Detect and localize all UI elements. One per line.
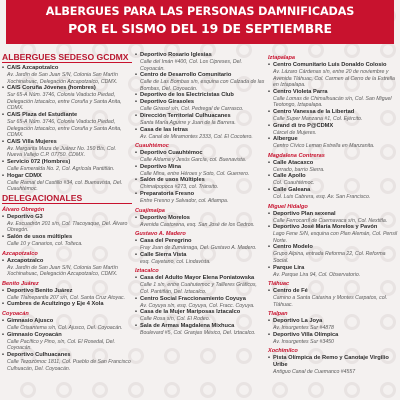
shelter-address: Calle Ferrocarril de Cuernavaca s/n, Col. Nextitla.: [273, 217, 388, 224]
shelter-address: Grupo Alpina, entrada Reforma 22, Col. Reforma Social.: [273, 251, 386, 264]
shelter-name: • Deportivo Culhuacanes: [2, 352, 132, 359]
shelter-name: • Sala de Armas Magdalena Mixhuca: [135, 323, 267, 330]
delegation-heading: Cuajimalpa: [135, 207, 165, 214]
shelter-address: Calle Mina, entre Héroes y Soto, Col. Guerrero.: [140, 170, 250, 177]
shelter-name: • Deportivo Plan sexenal: [268, 211, 398, 218]
shelter-address: Av. Escuadrón 201 s/n, Col. Tlacoyaque, Del. Álvaro Obregón.: [7, 220, 128, 234]
shelter-address: Col. Luis Cabrera, esq. Av. San Francisco.: [273, 193, 371, 200]
shelter-name: • CAIS Azcapotzalco: [2, 65, 132, 72]
shelter-name: • Cumbres de Acultzingo y Eje 4 Xola: [2, 301, 132, 308]
shelter-name: • Deportivo Morelos: [135, 215, 267, 222]
shelter-address: Calle Esmeralda No. 2, Col. Agrícola Pantitlán.: [7, 165, 115, 172]
shelter-address: Calle 10 y Canarios, col. Tolteca.: [7, 240, 83, 247]
shelter-name: • Deportivo de los Electricistas Club: [135, 92, 267, 99]
shelter-name: • Preparatoria Fresno: [135, 191, 267, 198]
column-left: [2, 52, 132, 372]
watermark-ring-icon: [272, 382, 288, 398]
shelter-address: Col. Cuauhtémoc.: [273, 180, 315, 187]
shelter-address: Calle Girasol s/n, Col. Pedregal de Carrasco.: [140, 106, 244, 113]
shelter-name: • Albergue: [268, 136, 398, 143]
shelter-name: • Deportivo Cuauhtémoc: [135, 150, 267, 157]
shelter-name: • Deportivo Mina: [135, 164, 267, 171]
shelter-address: esq. Cayetano, col. Lindavista.: [140, 258, 211, 265]
shelter-name: • Centro de Desarrollo Comunitario: [135, 72, 267, 79]
section-heading: ALBERGUES SEDESO GCDMX: [2, 52, 132, 63]
shelter-name: • Salón de usos múltiples: [2, 234, 132, 241]
delegation-heading: Cuauhtémoc: [135, 143, 169, 150]
shelter-name: • CAIS Coruña Jóvenes (hombres): [2, 85, 132, 92]
column-right: [268, 52, 398, 376]
shelter-address: Antiguo Canal de Cuemanco #4557: [273, 369, 356, 376]
shelter-address: Cerrado, barrio Sierra.: [273, 166, 325, 173]
shelter-name: • Calle Atacaxco: [268, 160, 398, 167]
shelter-name: • Gimnasio Ajusco: [2, 318, 132, 325]
shelter-name: • Calle Apollo: [268, 173, 398, 180]
shelter-address: Av. Canal de Miramontes 2333, Col. El Cocotero.: [140, 133, 253, 140]
shelter-name: • CAIS Villa Mujeres: [2, 139, 132, 146]
shelter-name: • Casa del Adulto Mayor Elena Poniatowska: [135, 275, 267, 282]
shelter-name: • Deportivo Villa Olímpica: [268, 332, 398, 339]
shelter-address: Calle Tlalnepantla 207 s/n, Col. Santa Cruz Atoyac.: [7, 294, 126, 301]
shelter-address: Entre Fresno y Salvador, col. Atlampa.: [140, 197, 229, 204]
column-middle: [135, 52, 267, 336]
watermark-ring-icon: [200, 382, 216, 398]
shelter-name: • Deportivo José María Morelos y Pavón: [268, 224, 398, 231]
shelter-name: • Centro Comunitario Luis Donaldo Colosio: [268, 62, 398, 69]
shelter-name: • Grand di tro P@CDMX: [268, 123, 398, 130]
delegation-heading: Tláhuac: [268, 281, 290, 288]
shelter-address: Calle Lomas de Chimalhuacán s/n, Col. San Miguel Teotongo, Iztapalapa.: [273, 95, 392, 109]
shelter-name: • Servicio 072 (Hombres): [2, 159, 132, 166]
delegation-heading: Álvaro Obregón: [2, 206, 45, 213]
delegation-heading: Gustavo A. Madero: [135, 231, 186, 238]
shelter-address: Sur 65-A Núm. 3746, Colonia Viaducto Piedad, Delegación Iztacalco, entre Coruña y Santa Anita, CDMX.: [7, 118, 122, 139]
delegation-heading: Coyoacán: [2, 311, 29, 318]
shelter-name: • Centro de Fé: [268, 288, 398, 295]
shelter-address: Calle Aldama y Jesús García, col. Buenavista.: [140, 157, 247, 164]
shelter-address: Av. Lázaro Cárdenas s/n, entre 20 de noviembre y Avenida Tláhuac, Col. Carmen al Cerro de la Estrella en Iztapalapa.: [273, 69, 395, 89]
shelter-name: • Salón de usos Múltiples: [135, 177, 267, 184]
shelter-address: Av. Coyuya s/n, esq. Coyuya, Col. Fracc. Coyuya.: [140, 302, 255, 309]
shelter-address: Av. Margarita Maza de Juárez No. 150 Bis, Col. Nueva Vallejo C.P. 07750. CDMX.: [7, 145, 117, 159]
shelter-name: • Calle Galeana: [268, 187, 398, 194]
shelter-name: • Deportivo Rosario Iglesias: [135, 52, 267, 59]
shelter-address: Av. Jardín de San Juan S/N, Colonia San Martín Xochinahuac, Delegación Azcapotzalco, CDMX.: [7, 264, 118, 278]
shelter-address: Av. Parque Lira 94, Col. Observatorio.: [273, 271, 361, 278]
section-heading: DELEGACIONALES: [2, 193, 132, 204]
shelter-name: • Gimnasio Coyoacán: [2, 332, 132, 339]
shelter-name: • Deportivo Benito Juárez: [2, 288, 132, 295]
watermark-ring-icon: [164, 348, 180, 364]
delegation-heading: Xochimilco: [268, 348, 298, 355]
shelter-address: Chimalpopoca #273, col. Tránsito.: [140, 184, 219, 191]
shelter-address: Calle Super Manzana #1, Col. Ejército.: [273, 115, 363, 122]
shelter-address: Av. Insurgentes Sur #3450: [273, 338, 334, 345]
watermark-ring-icon: [92, 382, 108, 398]
delegation-heading: Miguel Hidalgo: [268, 203, 308, 210]
shelter-address: Camino a Santa Catarina y Montes Carpatos, col. Tláhuac.: [273, 295, 388, 308]
shelter-name: • Hogar CDMX: [2, 173, 132, 180]
shelter-address: Calle 1 s/n, entre Cuahutemoc y Tallleres Gráficos, Col. Pantitlán, Del. Iztacalco.: [140, 282, 257, 295]
watermark-ring-icon: [380, 382, 396, 398]
watermark-ring-icon: [20, 382, 36, 398]
header-banner: [6, 0, 394, 44]
shelter-name: • Azcapotzalco: [2, 258, 132, 265]
shelter-address: Avenida Castorena, esq. San José de los Cedros.: [140, 221, 255, 228]
delegation-heading: Magdalena Contreras: [268, 152, 325, 159]
header-title: ALBERGUES PARA LAS PERSONAS DAMNIFICADAS: [45, 5, 355, 18]
watermark-ring-icon: [164, 382, 180, 398]
shelter-name: • Pista Olímpica de Remo y Canotaje Virgilio Uribe: [268, 355, 398, 369]
delegation-heading: Tlalpan: [268, 311, 288, 318]
shelter-name: • Deportivo La Joya: [268, 318, 398, 325]
shelter-name: • Deportivo Girasoles: [135, 99, 267, 106]
shelter-address: Av. Insurgentes Sur #4878: [273, 325, 334, 332]
shelter-name: • Casa de las letras: [135, 127, 267, 134]
shelter-address: Av. Jardín de San Juan S/N, Colonia San Martín Xochinahuac, Delegación Azcapotzalco, CDMX.: [7, 72, 118, 85]
shelter-address: Calle del Imán #400, Col. Los Cipreses, Del. Coyoacán.: [140, 59, 243, 72]
shelter-name: • Deportivo G3: [2, 214, 132, 221]
shelter-name: • Dirección Territorial Culhuacanes: [135, 113, 267, 120]
delegation-heading: Iztacalco: [135, 268, 159, 275]
shelter-address: Lago Fene S/N, esquina con Plan Alemán, Col. Pensil Norte.: [273, 231, 398, 244]
shelter-address: Calle de Las Bombas s/n, esquina con Calzada de las Bombas, Del. Coyoacán.: [140, 79, 265, 92]
shelter-address: Calle Pacífico y Pino, s/n, Col. El Rosedal, Del. Coyoacán.: [7, 338, 116, 352]
watermark-ring-icon: [308, 382, 324, 398]
shelter-address: Boulevard #5, Col. Granjas México, Del. Iztacalco.: [140, 329, 256, 336]
delegation-heading: Iztapalapa: [268, 55, 296, 61]
shelter-name: • Parque Lira: [268, 265, 398, 272]
shelter-address: Santa María Aguirre y Juan de la Barrera.: [140, 119, 236, 126]
shelter-address: Sur 65-A Núm. 3746, Colonia Viaducto Piedad, Delegación Iztacalco, entre Coruña y Santa Anita, CDMX.: [7, 92, 122, 112]
watermark-ring-icon: [200, 348, 216, 364]
shelter-address: Calle Rosa s/n, Col. El Rodeo.: [140, 316, 211, 323]
shelter-name: • Casa de la Mujer Mariposas Iztacalco: [135, 309, 267, 316]
watermark-ring-icon: [236, 348, 252, 364]
shelter-name: • Centro Modelo: [268, 244, 398, 251]
shelter-name: • CAIS Plaza del Estudiante: [2, 112, 132, 119]
watermark-ring-icon: [128, 382, 144, 398]
shelter-address: Cárcel de Mujeres.: [273, 129, 317, 136]
delegation-heading: Benito Juárez: [2, 280, 39, 287]
shelter-name: • Centro Social Fraccionamiento Coyuya: [135, 296, 267, 303]
shelter-address: Centro Cívico Leman Estrella en Manzanita.: [273, 143, 375, 150]
header-subtitle: POR EL SISMO DEL 19 DE SEPTIEMBRE: [68, 21, 332, 36]
shelter-address: Calle Crisantema s/n, Col. Ajusco, Del. Coyoacán.: [7, 325, 123, 332]
delegation-heading: Azcapotzalco: [2, 250, 38, 257]
shelter-name: • Centro Vanessa de la Libertad: [268, 109, 398, 116]
shelter-address: Calle Tezozómoc 1811, Col. Pueblo de San Francisco Culhuacán, Del. Coyoacán.: [7, 359, 131, 372]
shelter-name: • Calle Sierra Vista: [135, 252, 267, 259]
shelter-address: Calle Ramal del Castillo #34, col. Buenavista, Del. Cuauhtémoc.: [7, 179, 123, 193]
watermark-ring-icon: [56, 382, 72, 398]
shelter-name: • Centro Violeta Parra: [268, 89, 398, 96]
shelter-address: Fray Juan de Zumárraga, Del. Gustavo A. Madero.: [140, 245, 257, 252]
shelter-name: • Casa del Peregrino: [135, 238, 267, 245]
watermark-ring-icon: [236, 382, 252, 398]
watermark-ring-icon: [344, 382, 360, 398]
